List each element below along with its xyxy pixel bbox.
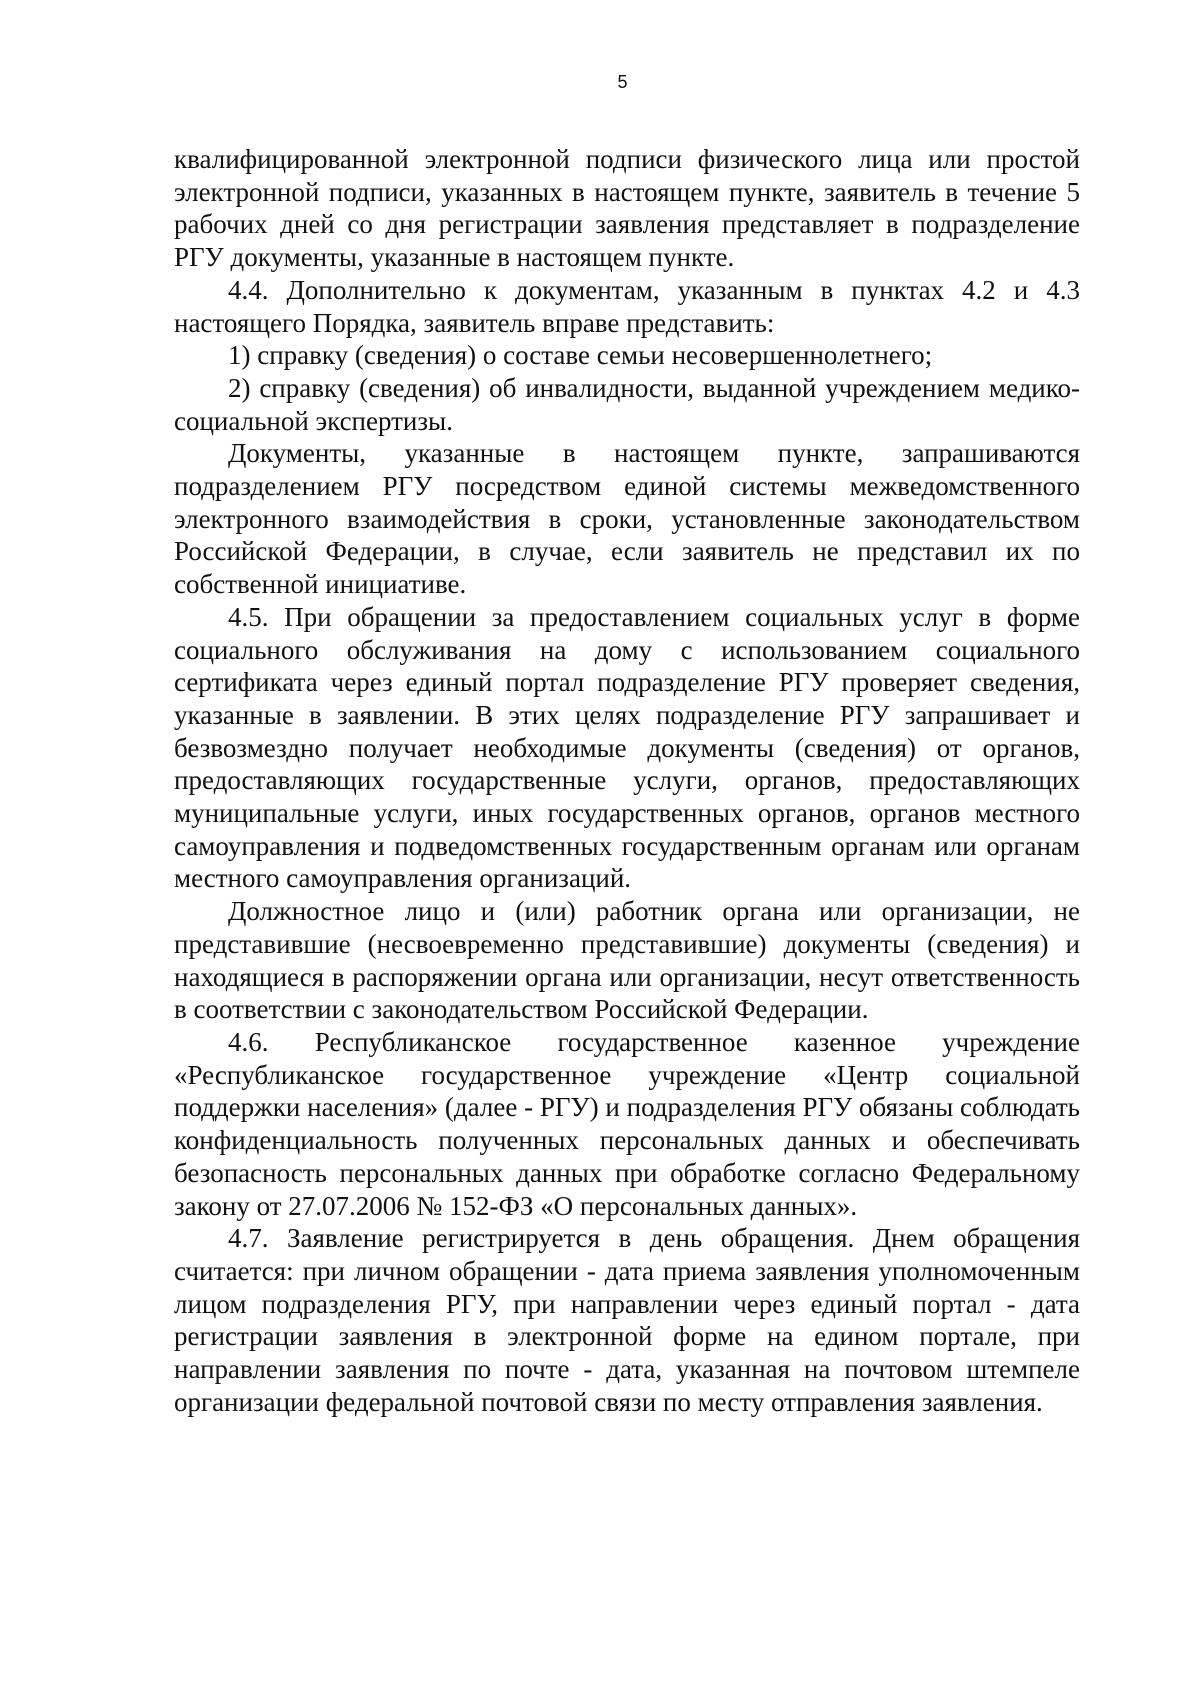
paragraph-4-6: 4.6. Республиканское государственное казенное учреждение «Республиканское государственное учреждение «Центр социальной поддержки населения» (далее - РГУ) и подразделения РГУ обязаны соблюдать конфиденциальность полученных персональных данных и обеспечивать безопасность персональных данных при обработке согласно Федеральному закону от 27.07.2006 № 152-ФЗ «О персональных данных». xyxy=(174,1026,1080,1221)
paragraph-continuation: квалифицированной электронной подписи физического лица или простой электронной подписи, указанных в настоящем пункте, заявитель в течение 5 рабочих дней со дня регистрации заявления представляет в подразделение РГУ документы, указанные в настоящем пункте. xyxy=(174,144,1080,273)
paragraph-4-5-liability: Должностное лицо и (или) работник органа или организации, не представившие (несвоевременно представившие) документы (сведения) и находящиеся в распоряжении органа или организации, несут ответственность в соответствии с законодательством Российской Федерации. xyxy=(174,896,1080,1025)
document-body xyxy=(174,143,1080,1418)
paragraph-4-5: 4.5. При обращении за предоставлением социальных услуг в форме социального обслуживания на дому с использованием социального сертификата через единый портал подразделение РГУ проверяет сведения, указанные в заявлении. В этих целях подразделение РГУ запрашивает и безвозмездно получает необходимые документы (сведения) от органов, предоставляющих государственные услуги, органов, предоставляющих муниципальные услуги, иных государственных органов, органов местного самоуправления и подведомственных государственным органам или органам местного самоуправления организаций. xyxy=(174,601,1080,894)
paragraph-4-4-note: Документы, указанные в настоящем пункте, запрашиваются подразделением РГУ посредством единой системы межведомственного электронного взаимодействия в сроки, установленные законодательством Российской Федерации, в случае, если заявитель не представил их по собственной инициативе. xyxy=(174,438,1080,600)
paragraph-4-4: 4.4. Дополнительно к документам, указанным в пунктах 4.2 и 4.3 настоящего Порядка, заявитель вправе представить: xyxy=(174,274,1080,338)
paragraph-4-7: 4.7. Заявление регистрируется в день обращения. Днем обращения считается: при личном обращении - дата приема заявления уполномоченным лицом подразделения РГУ, при направлении через единый портал - дата регистрации заявления в электронной форме на едином портале, при направлении заявления по почте - дата, указанная на почтовом штемпеле организации федеральной почтовой связи по месту отправления заявления. xyxy=(174,1223,1080,1417)
page-number: 5 xyxy=(617,72,628,92)
paragraph-4-4-item-2: 2) справку (сведения) об инвалидности, выданной учреждением медико-социальной экспертизы. xyxy=(174,372,1080,436)
paragraph-4-4-item-1: 1) справку (сведения) о составе семьи несовершеннолетнего; xyxy=(228,340,933,371)
